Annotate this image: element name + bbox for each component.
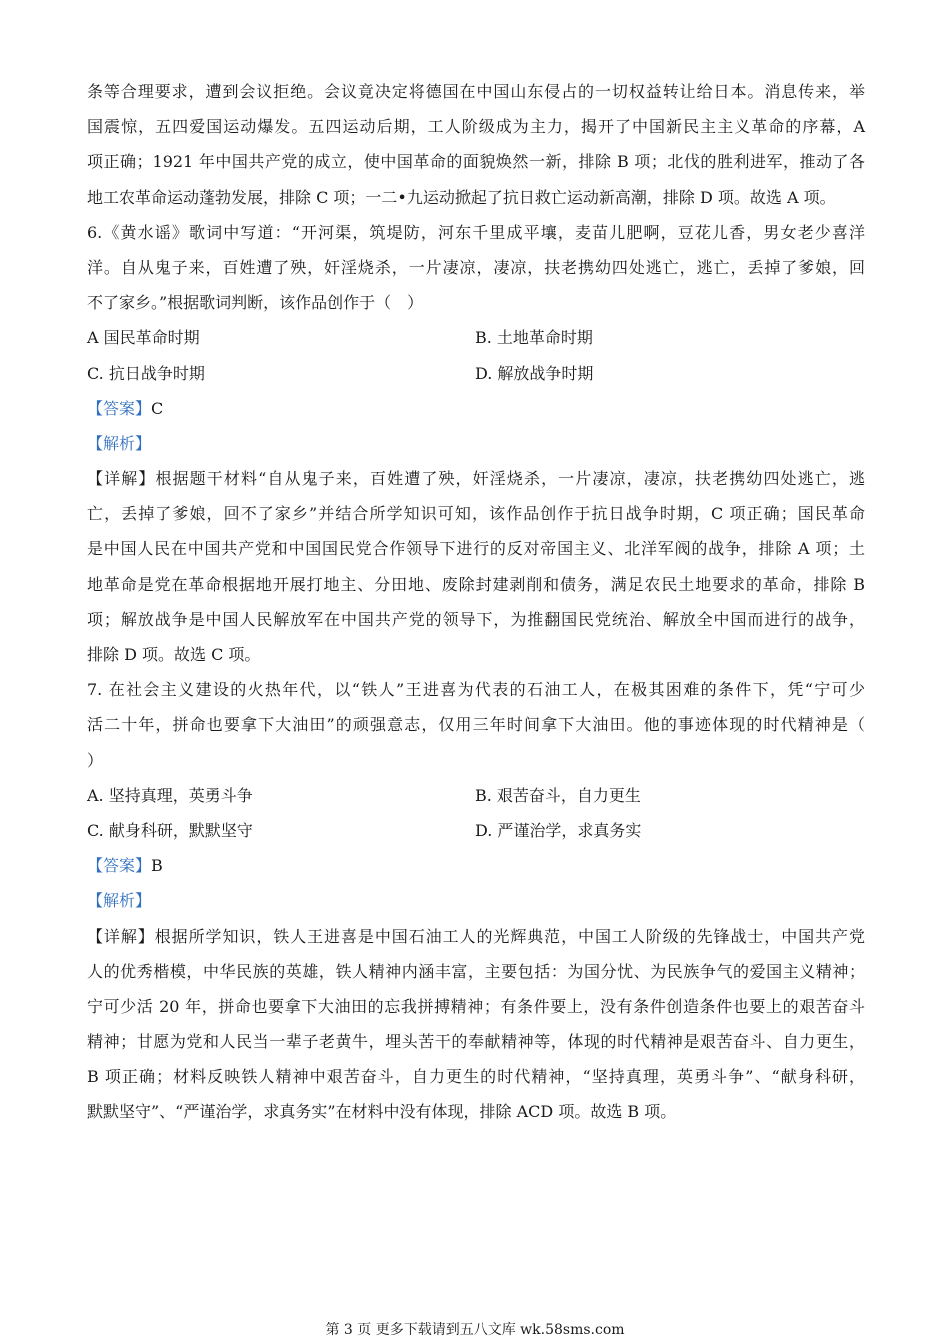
q6-detail-line: 地革命是党在革命根据地开展打地主、分田地、废除封建剥削和债务，满足农民土地要求的革命，排除 B <box>87 574 865 594</box>
detail-text: 根据所学知识，铁人王进喜是中国石油工人的光辉典范，中国工人阶级的先锋战士，中国共产党 <box>154 926 865 946</box>
q7-answer <box>87 848 865 883</box>
q7-analysis <box>87 883 865 918</box>
q7-detail-line: 默默坚守”、“严谨治学，求真务实”在材料中没有体现，排除 ACD 项。故选 B 项。 <box>87 1102 677 1122</box>
answer-tag: 【答案】 <box>87 398 152 418</box>
q6-stem-line: 洋。自从鬼子来，百姓遭了殃，奸淫烧杀，一片凄凉，凄凉，扶老携幼四处逃亡，逃亡，丢掉了爹娘，回 <box>87 257 865 277</box>
q7-detail-line <box>87 919 865 954</box>
text-line: 条等合理要求，遭到会议拒绝。会议竟决定将德国在中国山东侵占的一切权益转让给日本。消息传来，举 <box>87 82 865 101</box>
answer-value: B <box>151 856 163 876</box>
q6-stem-line: 6.《黄水谣》歌词中写道：“开河渠，筑堤防，河东千里成平壤，麦苗儿肥啊，豆花儿香，男女老少喜洋 <box>87 222 865 242</box>
analysis-tag: 【解析】 <box>87 433 152 453</box>
detail-tag: 【详解】 <box>87 926 155 946</box>
q7-options-row <box>87 813 865 848</box>
answer-value: C <box>151 398 164 418</box>
q7-option-a: A. 坚持真理，英勇斗争 <box>87 785 253 805</box>
q6-detail-line: 项；解放战争是中国人民解放军在中国共产党的领导下，为推翻国民党统治、解放全中国而进行的战争， <box>87 609 865 629</box>
q6-option-b: B. 土地革命时期 <box>475 328 593 348</box>
text-line: 项正确；1921 年中国共产党的成立，使中国革命的面貌焕然一新，排除 B 项；北伐的胜利进军，推动了各 <box>87 152 865 172</box>
detail-tag: 【详解】 <box>87 469 156 489</box>
text-line: 地工农革命运动蓬勃发展，排除 C 项；一二•九运动掀起了抗日救亡运动新高潮，排除 D 项。故选 A 项。 <box>87 187 836 207</box>
q6-option-a: A 国民革命时期 <box>87 328 200 348</box>
q7-detail-line: 人的优秀楷模，中华民族的英雄，铁人精神内涵丰富，主要包括：为国分忧、为民族争气的爱国主义精神； <box>87 961 865 981</box>
q6-detail-line: 亡，丢掉了爹娘，回不了家乡”并结合所学知识可知，该作品创作于抗日战争时期，C 项正确；国民革命 <box>87 504 865 524</box>
q6-detail-line: 是中国人民在中国共产党和中国国民党合作领导下进行的反对帝国主义、北洋军阀的战争，排除 A 项；土 <box>87 539 865 559</box>
q7-option-d: D. 严谨治学，求真务实 <box>475 820 642 840</box>
q7-option-b: B. 艰苦奋斗，自力更生 <box>475 785 641 805</box>
detail-text: 根据题干材料“自从鬼子来，百姓遭了殃，奸淫烧杀，一片凄凉，凄凉，扶老携幼四处逃亡，逃 <box>155 469 865 489</box>
q6-detail-line <box>87 461 865 496</box>
document-page <box>87 74 865 1130</box>
q7-options-row <box>87 778 865 813</box>
q6-options-row <box>87 320 865 355</box>
answer-tag: 【答案】 <box>87 856 152 876</box>
q6-option-c: C. 抗日战争时期 <box>87 363 205 383</box>
q7-detail-line: 精神；甘愿为党和人民当一辈子老黄牛，埋头苦干的奉献精神等，体现的时代精神是艰苦奋斗、自力更生， <box>87 1032 865 1052</box>
q7-stem-line: ） <box>87 750 104 770</box>
q6-options-row <box>87 356 865 391</box>
q7-detail-line: B 项正确；材料反映铁人精神中艰苦奋斗，自力更生的时代精神，“坚持真理，英勇斗争”、“献身科研， <box>87 1067 865 1087</box>
q7-option-c: C. 献身科研，默默坚守 <box>87 820 253 840</box>
q7-stem-line: 7. 在社会主义建设的火热年代，以“铁人”王进喜为代表的石油工人，在极其困难的条件下，凭“宁可少 <box>87 680 865 700</box>
text-line: 国震惊，五四爱国运动爆发。五四运动后期，工人阶级成为主力，揭开了中国新民主主义革命的序幕，A <box>87 117 865 137</box>
q6-detail-line: 排除 D 项。故选 C 项。 <box>87 645 261 664</box>
q7-stem-line: 活二十年，拼命也要拿下大油田”的顽强意志，仅用三年时间拿下大油田。他的事迹体现的时代精神是（ <box>87 715 865 735</box>
q6-analysis <box>87 426 865 461</box>
page-footer: 第 3 页 更多下载请到五八文库 wk.58sms.com <box>325 1322 625 1338</box>
q6-option-d: D. 解放战争时期 <box>475 363 594 383</box>
q6-stem-line: 不了家乡。”根据歌词判断，该作品创作于（ ） <box>87 293 424 313</box>
q7-detail-line: 宁可少活 20 年，拼命也要拿下大油田的忘我拼搏精神；有条件要上，没有条件创造条件也要上的艰苦奋斗 <box>87 996 865 1016</box>
analysis-tag: 【解析】 <box>87 891 152 911</box>
q6-answer <box>87 391 865 426</box>
